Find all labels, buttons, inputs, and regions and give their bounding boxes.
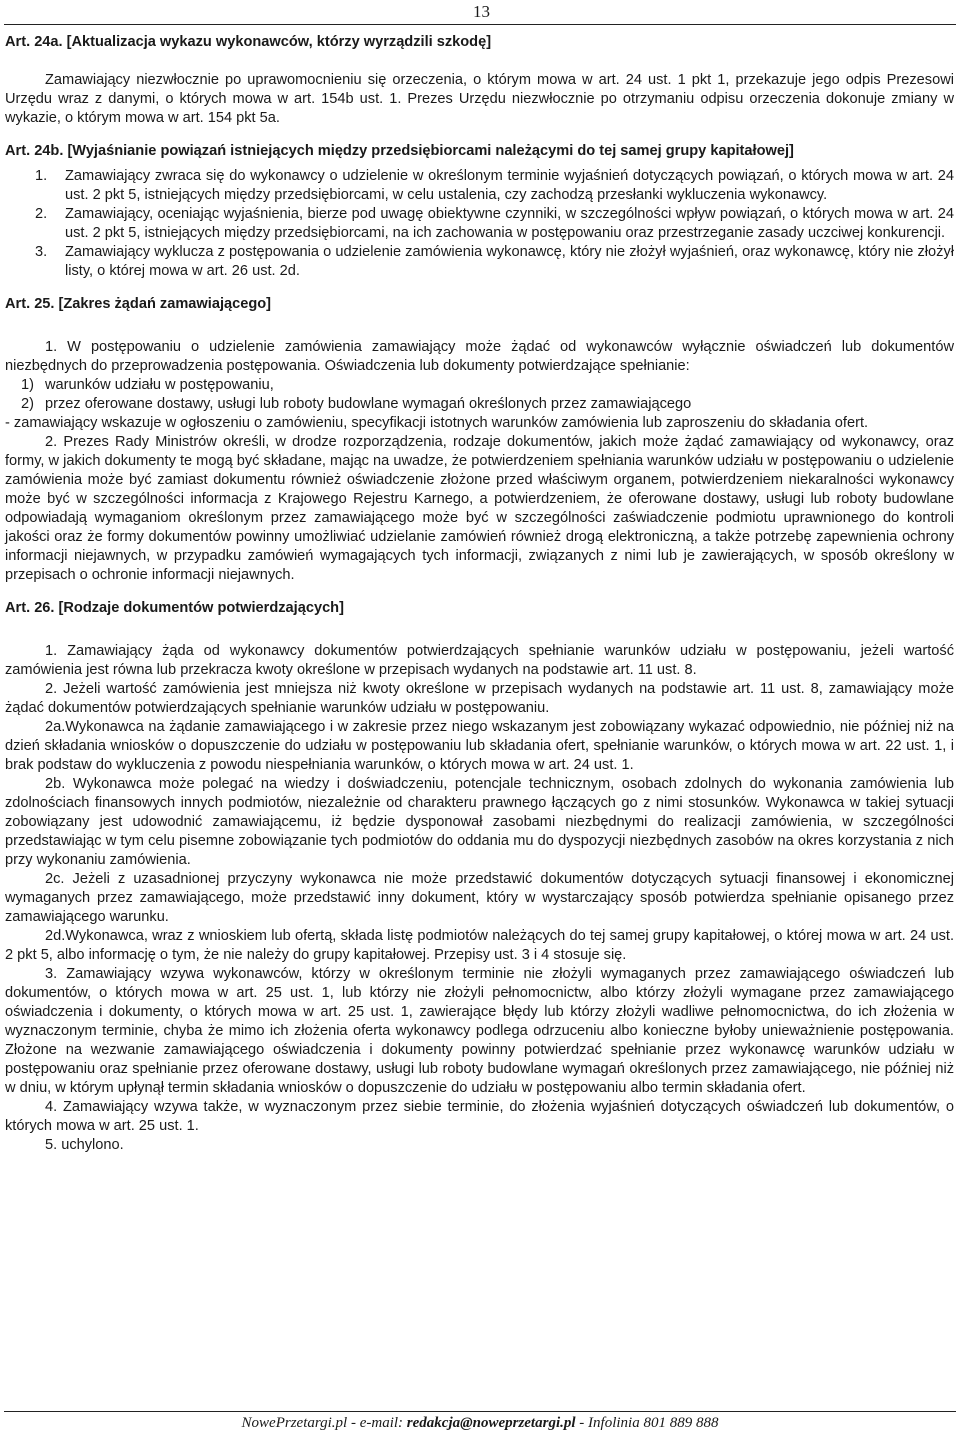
art24a-body: Zamawiający niezwłocznie po uprawomocnieniu się orzeczenia, o którym mowa w art. 24 ust. 1 pkt 1, przekazuje jego odpis Prezesowi Urzędu wraz z danymi, o których mowa w art. 154b ust. 1. Prezes Urzędu niezwłocznie po otrzymaniu odpisu orzeczenia dokonuje zmiany w wykazie, o którym mowa w art. 154 pkt 5a. bbox=[5, 72, 954, 126]
page-number: 13 bbox=[473, 2, 490, 21]
art24b-item bbox=[5, 243, 954, 281]
art24b-title: Art. 24b. [Wyjaśnianie powiązań istniejących między przedsiębiorcami należącymi do tej samej grupy kapitałowej] bbox=[5, 143, 794, 159]
art26-para: 2b. Wykonawca może polegać na wiedzy i doświadczeniu, potencjale technicznym, osobach zdolnych do wykonania zamówienia lub zdolnościach finansowych innych podmiotów, niezależnie od charakteru prawnego łączących go z nimi stosunków. Wykonawca w takiej sytuacji zobowiązany jest udowodnić zamawiającemu, iż będzie dysponował zasobami niezbędnymi do realizacji zamówienia, w szczególności przedstawiając w tym celu pisemne zobowiązanie tych podmiotów do oddania mu do dyspozycji niezbędnych zasobów na okres korzystania z nich przy wykonaniu zamówienia. bbox=[5, 776, 954, 868]
footer-email-link[interactable]: redakcja@noweprzetargi.pl bbox=[406, 1415, 576, 1431]
header-rule bbox=[4, 24, 956, 25]
art25-sub-item bbox=[5, 376, 954, 395]
art26-para: 2c. Jeżeli z uzasadnionej przyczyny wykonawca nie może przedstawić dokumentów dotyczących sytuacji finansowej i ekonomicznej wymaganych przez zamawiającego, może przedstawić inny dokument, który w wystarczający sposób potwierdza spełnianie opisanego przez zamawiającego warunku. bbox=[5, 871, 954, 925]
item-text: Zamawiający wyklucza z postępowania o udzielenie zamówienia wykonawcę, który nie złożył wyjaśnień, oraz wykonawcę, który nie złożył listy, o której mowa w art. 26 ust. 2d. bbox=[65, 244, 954, 279]
sub-item-number: 1) bbox=[21, 377, 34, 393]
item-number: 1. bbox=[35, 168, 48, 184]
art26-para: 1. Zamawiający żąda od wykonawcy dokumentów potwierdzających spełnianie warunków udziału w postępowaniu, jeżeli wartość zamówienia jest równa lub przekracza kwoty określone w przepisach wydanych na podstawie art. 11 ust. 8. bbox=[5, 643, 954, 678]
item-text: Zamawiający zwraca się do wykonawcy o udzielenie w określonym terminie wyjaśnień dotyczących powiązań, o których mowa w art. 24 ust. 2 pkt 5, istniejących między przedsiębiorcami, w celu ustalenia, czy zachodzą przesłanki wykluczenia wykonawcy. bbox=[65, 168, 954, 203]
spacer bbox=[5, 618, 954, 642]
art26-para: 3. Zamawiający wzywa wykonawców, którzy w określonym terminie nie złożyli wymaganych przez zamawiającego oświadczeń lub dokumentów, o których mowa w art. 25 ust. 1, lub którzy nie złożyli pełnomocnictw, albo którzy złożyli wymagane przez zamawiającego oświadczenia i dokumenty, o których mowa w art. 25 ust. 1, zawierające błędy lub którzy złożyli wadliwe pełnomocnictwa, do ich złożenia w wyznaczonym terminie, chyba że mimo ich złożenia oferta wykonawcy podlega odrzuceniu albo konieczne byłoby unieważnienie postępowania. Złożone na wezwanie zamawiającego oświadczenia i dokumenty powinny potwierdzać spełnianie przez wykonawcę warunków udziału w postępowaniu oraz spełnianie przez oferowane dostawy, usługi lub roboty budowlane wymagań określonych przez zamawiającego, nie później niż w dniu, w którym upłynął termin składania wniosków o dopuszczenie do udziału w postępowaniu albo termin składania ofert. bbox=[5, 966, 954, 1096]
item-number: 3. bbox=[35, 244, 48, 260]
item-number: 2. bbox=[35, 206, 48, 222]
spacer bbox=[5, 52, 954, 71]
art24b-item bbox=[5, 205, 954, 243]
footer-rule bbox=[4, 1411, 956, 1412]
footer bbox=[0, 1414, 960, 1432]
art26-para: 2a.Wykonawca na żądanie zamawiającego i w zakresie przez niego wskazanym jest zobowiązany wykazać odpowiednio, nie później niż na dzień składania wniosków o dopuszczenie do udziału w postępowaniu lub składania ofert, spełnianie warunków, o których mowa w art. 22 ust. 1, i brak podstaw do wykluczenia z powodu niespełniania warunków, o których mowa w art. 24 ust. 1. bbox=[5, 719, 954, 773]
sub-item-text: warunków udziału w postępowaniu, bbox=[45, 377, 274, 393]
art24a-title: Art. 24a. [Aktualizacja wykazu wykonawców, którzy wyrządzili szkodę] bbox=[5, 34, 492, 50]
spacer bbox=[5, 281, 954, 295]
sub-item-number: 2) bbox=[21, 396, 34, 412]
document-content bbox=[5, 33, 954, 1155]
art24b-item bbox=[5, 167, 954, 205]
art26-para: 2d.Wykonawca, wraz z wnioskiem lub ofertą, składa listę podmiotów należących do tej samej grupy kapitałowej, o której mowa w art. 24 ust. 2 pkt 5, albo informację o tym, że nie należy do grupy kapitałowej. Przepisy ust. 3 i 4 stosuje się. bbox=[5, 928, 954, 963]
art25-sub-item bbox=[5, 395, 954, 414]
art25-p1-tail: - zamawiający wskazuje w ogłoszeniu o zamówieniu, specyfikacji istotnych warunków zamówienia lub zaproszeniu do składania ofert. bbox=[5, 415, 869, 431]
footer-site: NowePrzetargi.pl - e-mail: bbox=[241, 1415, 407, 1431]
art26-title: Art. 26. [Rodzaje dokumentów potwierdzających] bbox=[5, 600, 344, 616]
spacer bbox=[5, 314, 954, 338]
spacer bbox=[5, 585, 954, 599]
sub-item-text: przez oferowane dostawy, usługi lub roboty budowlane wymagań określonych przez zamawiającego bbox=[45, 396, 692, 412]
art25-p2: 2. Prezes Rady Ministrów określi, w drodze rozporządzenia, rodzaje dokumentów, jakich może żądać zamawiający od wykonawcy, oraz formy, w jakich dokumenty te mogą być składane, mając na uwadze, że potwierdzeniem spełniania warunków udziału w postępowaniu o udzielenie zamówienia może być zamiast dokumentu również oświadczenie złożone przed właściwym organem, potwierdzeniem niekaralności wykonawcy może być w szczególności informacja z Krajowego Rejestru Karnego, a potwierdzeniem, że oferowane dostawy, usługi lub roboty budowlane odpowiadają wymaganiom określonym przez zamawiającego może być w szczególności zaświadczenie podmiotu uprawnionego do kontroli jakości oraz że formy dokumentów powinny umożliwiać udzielanie zamówień również drogą elektroniczną, a także potrzebę zapewnienia ochrony informacji niejawnych, w przypadku zamówień wymagających tych informacji, związanych z nimi lub je zawierających, w sposób określony w przepisach o ochronie informacji niejawnych. bbox=[5, 434, 954, 583]
footer-phone: - Infolinia 801 889 888 bbox=[575, 1415, 719, 1431]
art25-title: Art. 25. [Zakres żądań zamawiającego] bbox=[5, 296, 272, 312]
art26-para: 2. Jeżeli wartość zamówienia jest mniejsza niż kwoty określone w przepisach wydanych na podstawie art. 11 ust. 8, zamawiający może żądać dokumentów potwierdzających spełnianie warunków udziału w postępowaniu. bbox=[5, 681, 954, 716]
art26-para: 4. Zamawiający wzywa także, w wyznaczonym przez siebie terminie, do złożenia wyjaśnień dotyczących oświadczeń lub dokumentów, o których mowa w art. 25 ust. 1. bbox=[5, 1099, 954, 1134]
art25-p1: 1. W postępowaniu o udzielenie zamówienia zamawiający może żądać od wykonawców wyłącznie oświadczeń lub dokumentów niezbędnych do przeprowadzenia postępowania. Oświadczenia lub dokumenty potwierdzające spełnianie: bbox=[5, 339, 954, 374]
item-text: Zamawiający, oceniając wyjaśnienia, bierze pod uwagę obiektywne czynniki, w szczególności wpływ powiązań, o których mowa w art. 24 ust. 2 pkt 5, istniejących między przedsiębiorcami, na ich zachowania w postępowaniu oraz przestrzeganie zasady uczciwej konkurencji. bbox=[65, 206, 954, 241]
art26-para: 5. uchylono. bbox=[45, 1137, 124, 1153]
spacer bbox=[5, 128, 954, 142]
